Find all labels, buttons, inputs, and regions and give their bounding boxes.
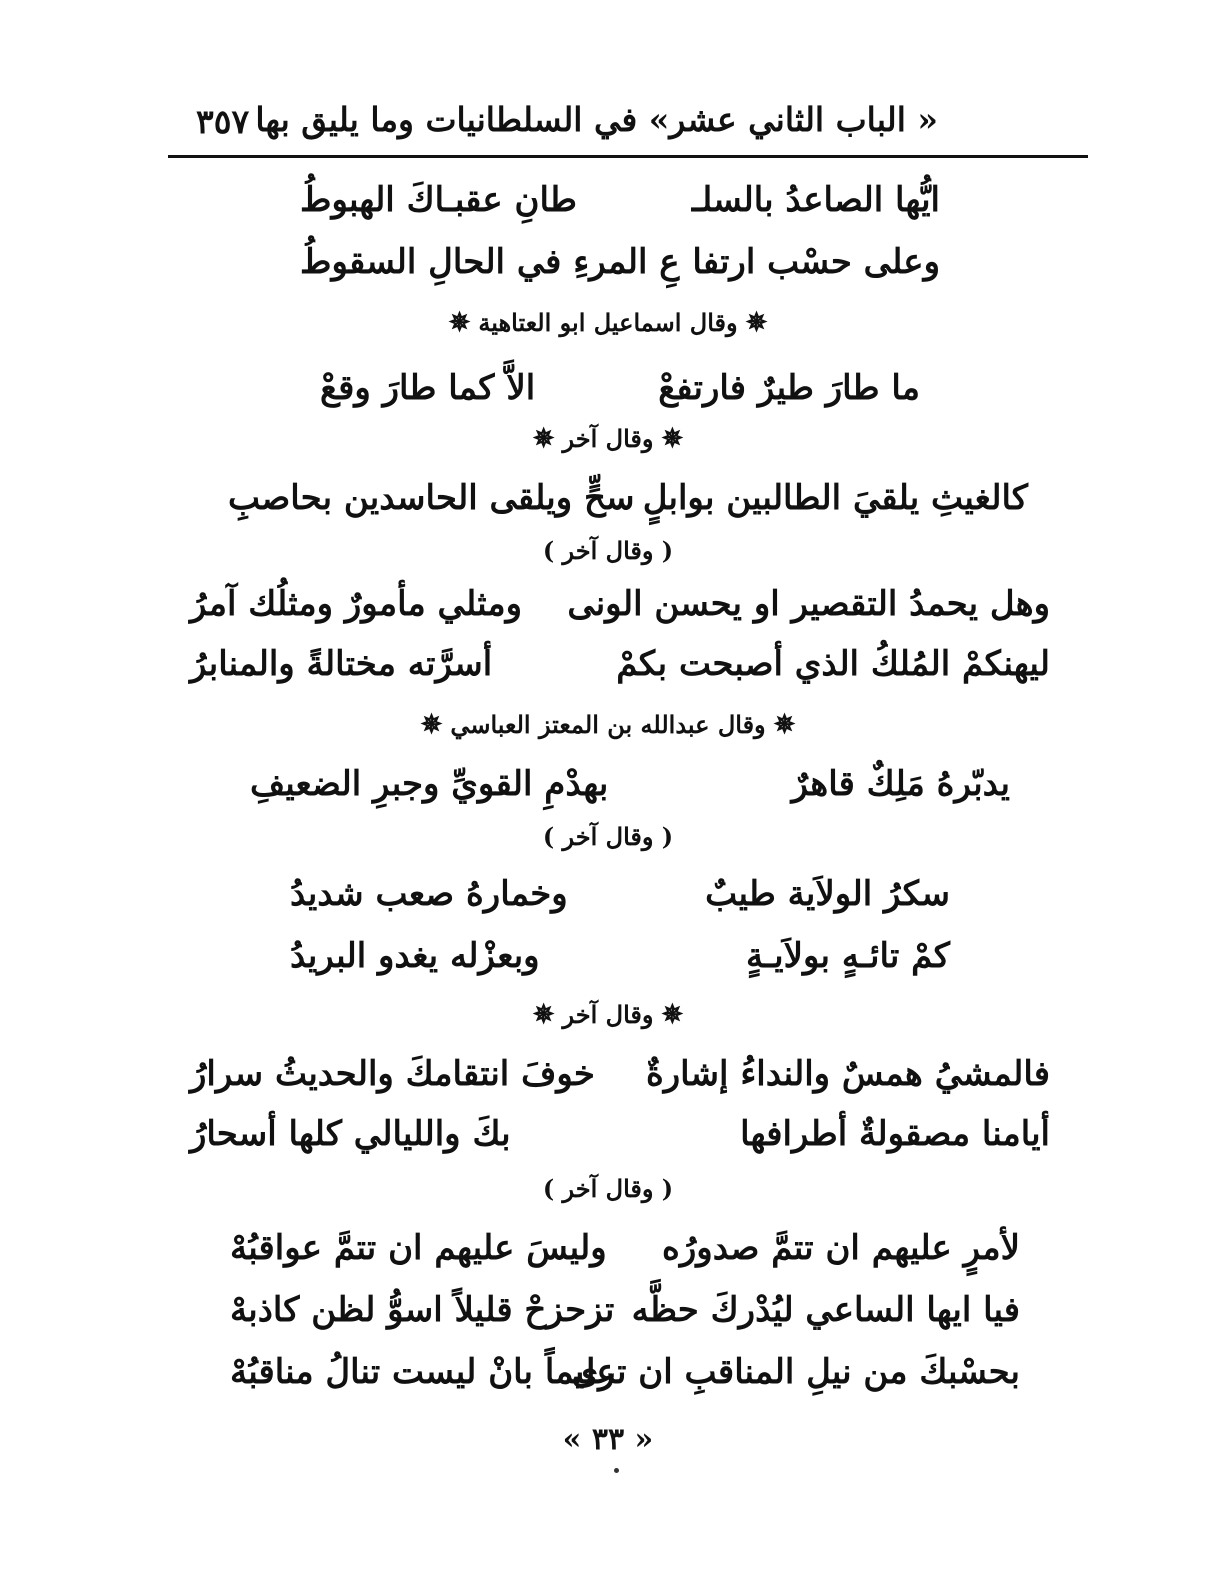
chapter-title: « الباب الثاني عشر» في السلطانيات وما يليق بها bbox=[255, 100, 938, 139]
verse-first-hemistich: كالغيثِ يلقيَ الطالبين بوابلٍ bbox=[642, 478, 1028, 518]
heading-text: ( وقال آخر ) bbox=[542, 822, 674, 851]
heading-text: ( وقال آخر ) bbox=[542, 1174, 674, 1203]
verse-second-hemistich: سحٍّ ويلقى الحاسدين بحاصبِ bbox=[228, 478, 635, 518]
heading-text: ( وقال آخر ) bbox=[542, 536, 674, 565]
verse-second-hemistich: عليماً بانْ ليست تنالُ مناقبُهْ bbox=[230, 1352, 617, 1392]
verse-line bbox=[190, 1054, 1050, 1110]
ornament-icon: ✵ bbox=[661, 1000, 684, 1030]
verse-first-hemistich: وهل يحمدُ التقصير او يحسن الونى bbox=[567, 584, 1050, 624]
verse-line bbox=[290, 874, 950, 930]
verse-second-hemistich: طانِ عقبـاكَ الهبوطُ bbox=[300, 180, 577, 220]
ornament-icon: ✵ bbox=[420, 710, 443, 740]
verse-first-hemistich: فالمشيُ همسٌ والنداءُ إشارةٌ bbox=[645, 1054, 1050, 1094]
section-heading bbox=[0, 710, 1216, 740]
verse-second-hemistich: عِ المرءِ في الحالِ السقوطُ bbox=[300, 242, 680, 282]
verse-line bbox=[230, 1228, 1020, 1284]
heading-text: وقال آخر bbox=[562, 1000, 654, 1029]
page-number: ٣٥٧ bbox=[196, 102, 250, 141]
verse-first-hemistich: وعلى حسْب ارتفا bbox=[692, 242, 940, 282]
verse-first-hemistich: بحسْبكَ من نيلِ المناقبِ ان ترى bbox=[571, 1352, 1020, 1392]
heading-text: وقال آخر bbox=[562, 424, 654, 453]
verse-second-hemistich: بهدْمِ القويِّ وجبرِ الضعيفِ bbox=[250, 764, 609, 804]
footer-signature-number: « ٣٣ » bbox=[562, 1422, 654, 1457]
ink-speck bbox=[614, 1468, 619, 1473]
verse-second-hemistich: وليسَ عليهم ان تتمَّ عواقبُهْ bbox=[230, 1228, 607, 1268]
verse-second-hemistich: أسرَّته مختالةً والمنابرُ bbox=[190, 644, 493, 684]
verse-second-hemistich: بكَ والليالي كلها أسحارُ bbox=[190, 1114, 511, 1154]
header-rule bbox=[168, 155, 1088, 158]
verse-line bbox=[190, 1114, 1050, 1170]
verse-line bbox=[230, 1352, 1020, 1408]
ornament-icon: ✵ bbox=[448, 308, 471, 338]
verse-second-hemistich: وبعزْله يغدو البريدُ bbox=[290, 936, 540, 976]
verse-first-hemistich: ايُّها الصاعدُ بالسلـ bbox=[691, 180, 940, 220]
verse-first-hemistich: أيامنا مصقولةٌ أطرافها bbox=[740, 1114, 1050, 1154]
verse-first-hemistich: ليهنكمْ المُلكُ الذي أصبحت بكمْ bbox=[616, 644, 1050, 684]
verse-line bbox=[320, 368, 920, 424]
heading-text: وقال عبدالله بن المعتز العباسي bbox=[450, 710, 766, 739]
running-head bbox=[168, 96, 1088, 150]
verse-line bbox=[230, 1290, 1020, 1346]
ornament-icon: ✵ bbox=[532, 424, 555, 454]
verse-line bbox=[250, 764, 1010, 820]
verse-line bbox=[190, 584, 1050, 640]
section-heading bbox=[0, 536, 1216, 565]
verse-first-hemistich: فيا ايها الساعي ليُدْركَ حظَّه bbox=[631, 1290, 1020, 1330]
ornament-icon: ✵ bbox=[661, 424, 684, 454]
verse-first-hemistich: سكرُ الولاَية طيبٌ bbox=[705, 874, 950, 914]
heading-text: وقال اسماعيل ابو العتاهية bbox=[478, 308, 738, 337]
verse-line bbox=[300, 242, 940, 298]
verse-second-hemistich: خوفَ انتقامكَ والحديثُ سرارُ bbox=[190, 1054, 595, 1094]
verse-first-hemistich: ما طارَ طيرٌ فارتفعْ bbox=[658, 368, 920, 408]
section-heading bbox=[0, 1000, 1216, 1030]
verse-line bbox=[190, 644, 1050, 700]
section-heading bbox=[0, 1174, 1216, 1203]
ornament-icon: ✵ bbox=[773, 710, 796, 740]
ornament-icon: ✵ bbox=[745, 308, 768, 338]
verse-line bbox=[290, 936, 950, 992]
verse-line bbox=[300, 180, 940, 236]
verse-second-hemistich: تزحزحْ قليلاً اسوُّ لظن كاذبهْ bbox=[230, 1290, 615, 1330]
verse-first-hemistich: يدبّرهُ مَلِكٌ قاهرٌ bbox=[791, 764, 1010, 804]
section-heading bbox=[0, 822, 1216, 851]
verse-second-hemistich: وخمارهُ صعب شديدُ bbox=[290, 874, 568, 914]
section-heading bbox=[0, 308, 1216, 338]
verse-first-hemistich: كمْ تائـهٍ بولاَيـةٍ bbox=[745, 936, 950, 976]
verse-first-hemistich: لأمرٍ عليهم ان تتمَّ صدورُه bbox=[662, 1228, 1020, 1268]
verse-second-hemistich: ومثلي مأمورٌ ومثلُك آمرُ bbox=[190, 584, 522, 624]
ornament-icon: ✵ bbox=[532, 1000, 555, 1030]
verse-line bbox=[228, 478, 1028, 534]
section-heading bbox=[0, 424, 1216, 454]
verse-second-hemistich: الاَّ كما طارَ وقعْ bbox=[320, 368, 536, 408]
